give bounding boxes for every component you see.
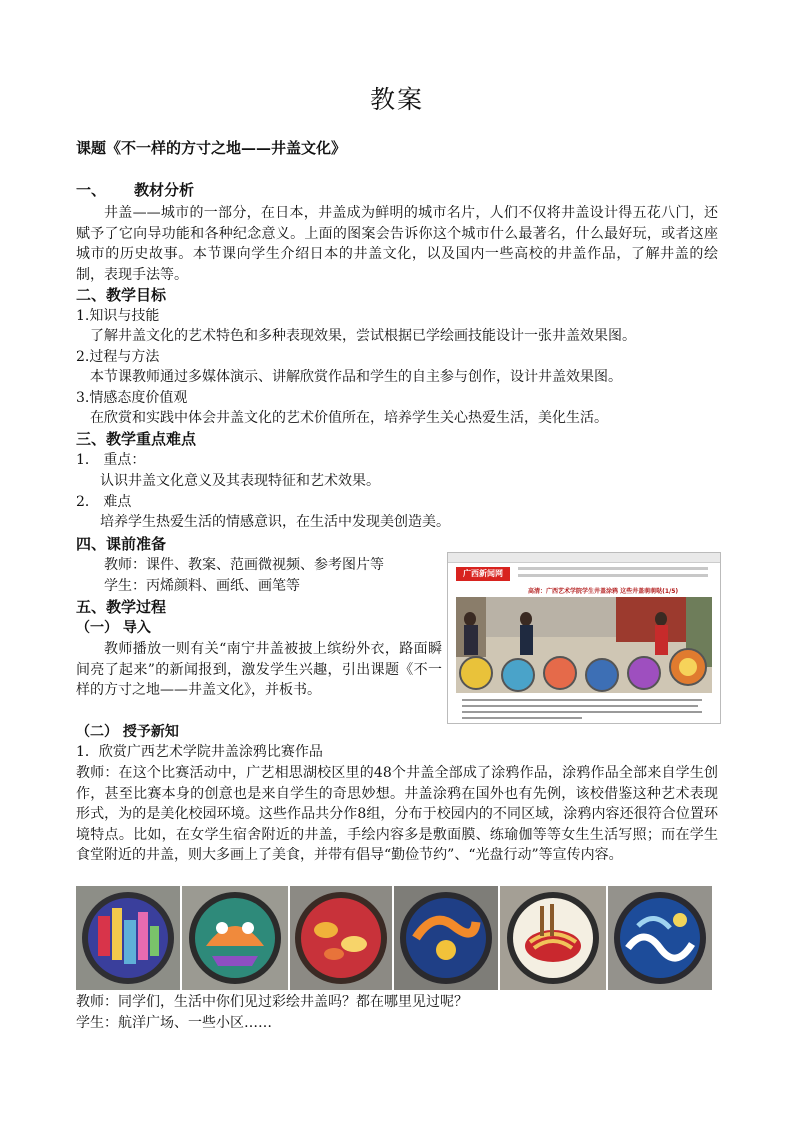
section-5-heading: 五、教学过程 [76, 598, 167, 616]
prep-student: 学生：丙烯颜料、画纸、画笔等 [104, 578, 300, 594]
lesson-subject: 课题《不一样的方寸之地——井盖文化》 [76, 139, 347, 157]
manhole-photo-1 [76, 886, 180, 990]
part-1-body: 教师播放一则有关“南宁井盖被披上缤纷外衣，路面瞬间亮了起来”的新闻报到，激发学生兴趣，引出课题《不一样的方寸之地——井盖文化》，并板书。 [76, 641, 442, 699]
section-1-title: 教材分析 [134, 181, 195, 199]
manhole-photo-5 [500, 886, 606, 990]
news-nav-row-2 [518, 574, 708, 577]
news-headline: 高清：广西艺术学院学生井盖涂鸦 这些井盖萌萌哒(1/5) [528, 588, 679, 595]
browser-url-bar [448, 553, 720, 563]
section-4-heading: 四、课前准备 [76, 535, 167, 553]
news-text-line [462, 711, 702, 713]
goal-3-title: 3.情感态度价值观 [76, 390, 188, 406]
news-site-logo: 广西新闻网 [456, 567, 510, 581]
prep-teacher: 教师：课件、教案、范画微视频、参考图片等 [104, 557, 384, 573]
goal-2-body: 本节课教师通过多媒体演示、讲解欣赏作品和学生的自主参与创作，设计井盖效果图。 [90, 369, 622, 385]
section-1-body: 井盖——城市的一部分，在日本，井盖成为鲜明的城市名片，人们不仅将井盖设计得五花八门，还赋予了它向导功能和各种纪念意义。上面的图案会告诉你这个城市什么最著名，什么最好玩，或者这座城市的历史故事。本节课向学生介绍日本的井盖文化，以及国内一些高校的井盖作品，了解井盖的绘制，表现手法等。 [76, 205, 718, 283]
manhole-cover-gallery [76, 886, 712, 990]
goal-1-title: 1.知识与技能 [76, 308, 160, 324]
student-answer: 学生：航洋广场、一些小区…… [76, 1015, 272, 1031]
news-text-line [462, 699, 702, 701]
manhole-photo-4 [394, 886, 498, 990]
news-photo [456, 597, 712, 693]
page-title: 教案 [369, 85, 424, 114]
goal-2-title: 2.过程与方法 [76, 349, 160, 365]
news-photo-drawing [456, 597, 712, 693]
section-1-number: 一、 [76, 181, 107, 199]
difficulty-title: 2． 难点 [76, 494, 132, 510]
difficulty-body: 培养学生热爱生活的情感意识，在生活中发现美创造美。 [100, 514, 450, 530]
appreciation-body: 教师：在这个比赛活动中，广艺相思湖校区里的48个井盖全部成了涂鸦作品，涂鸦作品全部来自学生创作，甚至比赛本身的创意也是来自学生的奇思妙想。井盖涂鸦在国外也有先例，该校借鉴这种艺术表现形式，为的是美化校园环境。这些作品共分作8组，分布于校园内的不同区域，涂鸦内容还很符合位置环境特点。比如，在女学生宿舍附近的井盖，手绘内容多是敷面膜、练瑜伽等等女生生活写照；而在学生食堂附近的井盖，则大多画上了美食，并带有倡导“勤俭节约”、“光盘行动”等宣传内容。 [76, 765, 718, 864]
goal-3-body: 在欣赏和实践中体会井盖文化的艺术价值所在，培养学生关心热爱生活，美化生活。 [90, 410, 608, 426]
key-point-body: 认识井盖文化意义及其表现特征和艺术效果。 [100, 473, 380, 489]
news-text-line [462, 717, 582, 719]
appreciation-title: 1．欣赏广西艺术学院井盖涂鸦比赛作品 [76, 744, 323, 760]
goal-1-body: 了解井盖文化的艺术特色和多种表现效果，尝试根据已学绘画技能设计一张井盖效果图。 [90, 328, 636, 344]
section-3-heading: 三、教学重点难点 [76, 430, 197, 448]
manhole-photo-2 [182, 886, 288, 990]
section-1-heading [76, 180, 194, 200]
teacher-question: 教师：同学们，生活中你们见过彩绘井盖吗？都在哪里见过呢？ [76, 994, 468, 1010]
key-point-title: 1． 重点： [76, 452, 146, 468]
section-2-heading: 二、教学目标 [76, 286, 167, 304]
news-text-line [462, 705, 698, 707]
manhole-photo-6 [608, 886, 712, 990]
news-screenshot [447, 552, 721, 724]
manhole-photo-3 [290, 886, 392, 990]
part-1-heading: （一） 导入 [76, 620, 151, 636]
part-2-heading: （二） 授予新知 [76, 724, 179, 740]
news-nav-row [518, 567, 708, 570]
